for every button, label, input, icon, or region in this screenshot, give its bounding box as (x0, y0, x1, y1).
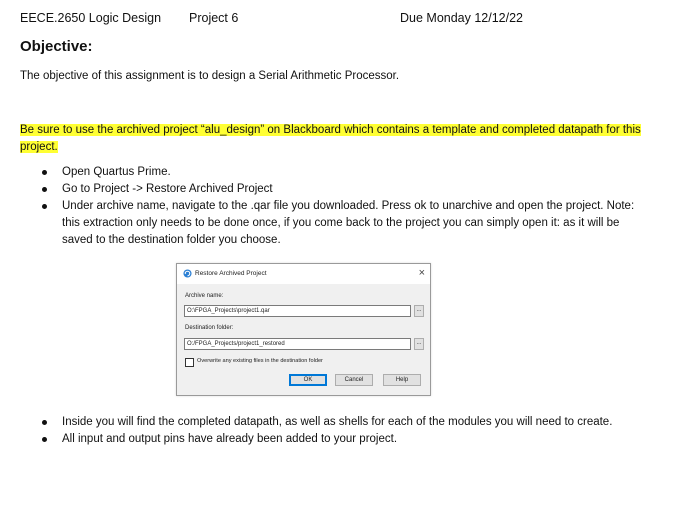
dialog-title: Restore Archived Project (195, 270, 267, 277)
due-date: Due Monday 12/12/22 (400, 11, 524, 25)
destination-folder-input[interactable]: O:/FPGA_Projects/project1_restored (184, 338, 411, 350)
archive-name-input[interactable]: O:\FPGA_Projects\project1.qar (184, 305, 411, 317)
note-archive-name: alu_design (204, 124, 261, 136)
ok-button[interactable]: OK (289, 374, 327, 386)
destination-folder-label: Destination folder: (185, 325, 234, 331)
instruction-list (42, 164, 647, 249)
close-icon[interactable]: × (418, 267, 425, 279)
overwrite-label: Overwrite any existing files in the destination folder (197, 358, 323, 364)
quartus-restore-icon (183, 269, 192, 278)
course-title: EECE.2650 Logic Design (20, 11, 162, 25)
destination-browse-button[interactable]: ... (414, 338, 424, 350)
list-item: Under archive name, navigate to the .qar file you downloaded. Press ok to unarchive and open the project. Note: this extraction only needs to be done once, if you come back to the project you can simply open it: as it will be saved to the destination folder you choose. (42, 198, 647, 249)
overwrite-checkbox[interactable] (185, 358, 194, 367)
objective-text: The objective of this assignment is to design a Serial Arithmetic Processor. (20, 70, 400, 82)
project-title: Project 6 (189, 11, 239, 25)
list-item: Go to Project -> Restore Archived Project (42, 181, 647, 198)
list-item: All input and output pins have already been added to your project. (42, 431, 647, 448)
note-text-after: ” on Blackboard which contains a template and completed datapath for this project. (20, 124, 641, 153)
note-highlight (20, 124, 641, 153)
archive-browse-button[interactable]: ... (414, 305, 424, 317)
document-header (20, 11, 680, 29)
archive-name-label: Archive name: (185, 293, 224, 299)
list-item: Inside you will find the completed datapath, as well as shells for each of the modules you will need to create. (42, 414, 647, 431)
cancel-button[interactable]: Cancel (335, 374, 373, 386)
list-item: Open Quartus Prime. (42, 164, 647, 181)
help-button[interactable]: Help (383, 374, 421, 386)
restore-archived-project-dialog (176, 263, 431, 396)
highlighted-note (20, 122, 650, 155)
objective-heading: Objective: (20, 38, 93, 55)
note-text-before: Be sure to use the archived project “ (20, 124, 205, 136)
instruction-list-continued (42, 414, 647, 448)
dialog-titlebar (177, 264, 430, 284)
